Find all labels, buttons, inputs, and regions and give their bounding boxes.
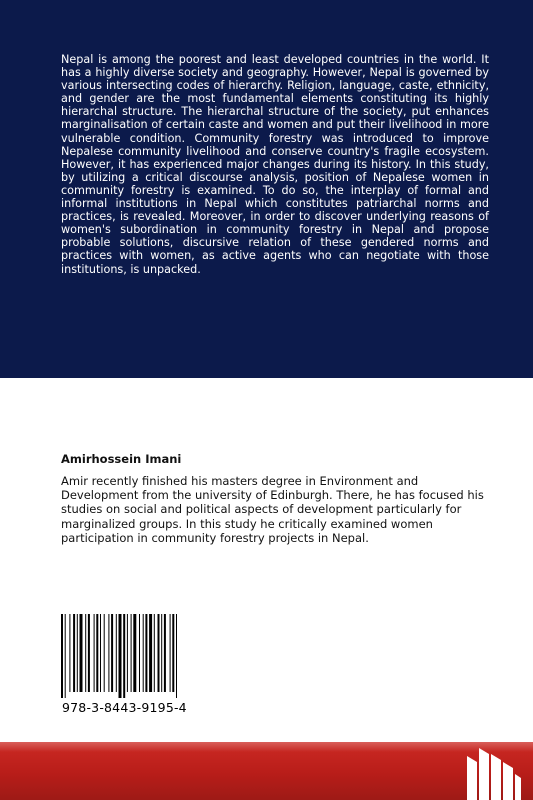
barcode-bar bbox=[123, 614, 125, 698]
barcode-bar bbox=[96, 614, 98, 692]
barcode-bar bbox=[88, 614, 90, 692]
barcode-bar bbox=[69, 614, 70, 692]
barcode-bar bbox=[104, 614, 105, 692]
barcode-bar bbox=[172, 614, 174, 692]
barcode-bar bbox=[100, 614, 101, 692]
barcode-bar bbox=[143, 614, 144, 692]
barcode-bar bbox=[116, 614, 117, 692]
barcode-bar bbox=[65, 614, 66, 698]
barcode-bar bbox=[119, 614, 122, 698]
barcode-bar bbox=[145, 614, 147, 692]
author-bio: Amir recently finished his masters degree in Environment and Development from the university of Edinburgh. There, he has focused his studies on social and political aspects of development particularly for marginalized groups. In this study he critically examined women participation in community forestry projects in Nepal. bbox=[61, 474, 484, 545]
barcode-bar bbox=[94, 614, 95, 692]
barcode-bar bbox=[77, 614, 78, 692]
barcode-bars bbox=[55, 612, 215, 698]
barcode-bar bbox=[154, 614, 155, 692]
book-stack-logo-icon bbox=[463, 744, 523, 800]
barcode-bar bbox=[158, 614, 160, 692]
barcode-bar bbox=[85, 614, 86, 692]
barcode-bar bbox=[108, 614, 109, 692]
barcode-bar bbox=[170, 614, 171, 692]
barcode-bar bbox=[131, 614, 132, 692]
barcode-bar bbox=[80, 614, 83, 692]
barcode-bar bbox=[164, 614, 166, 692]
barcode-bar bbox=[176, 614, 177, 698]
barcode-bar bbox=[133, 614, 136, 692]
isbn-number: 978-3-8443-9195-4 bbox=[62, 700, 187, 715]
author-name: Amirhossein Imani bbox=[61, 452, 182, 466]
barcode-bar bbox=[127, 614, 128, 692]
abstract-panel bbox=[0, 0, 533, 378]
barcode-bar bbox=[61, 614, 63, 698]
barcode-bar bbox=[111, 614, 113, 692]
barcode-bar bbox=[73, 614, 75, 692]
barcode-bar bbox=[161, 614, 162, 692]
abstract-text: Nepal is among the poorest and least developed countries in the world. It has a highly diverse society and geography. However, Nepal is governed by various intersecting codes of hierarchy. Religion, language, caste, ethnicity, and gender are the most fundamental elements constituting its highly hierarchal structure. The hierarchal structure of the society, put enhances marginalisation of certain caste and women and put their livelihood in more vulnerable condition. Community forestry was introduced to improve Nepalese community livelihood and conserve country's fragile ecosystem. However, it has experienced major changes during its history. In this study, by utilizing a critical discourse analysis, position of Nepalese women in community forestry is examined. To do so, the interplay of formal and informal institutions in Nepal which constitutes patriarchal norms and practices, is revealed. Moreover, in order to discover underlying reasons of women's subordination in community forestry in Nepal and propose probable solutions, discursive relation of these gendered norms and practices with women, as active agents who can negotiate with those institutions, is unpacked. bbox=[61, 53, 489, 276]
bottom-color-band bbox=[0, 742, 533, 800]
barcode-bar bbox=[139, 614, 140, 692]
barcode-bar bbox=[149, 614, 152, 692]
